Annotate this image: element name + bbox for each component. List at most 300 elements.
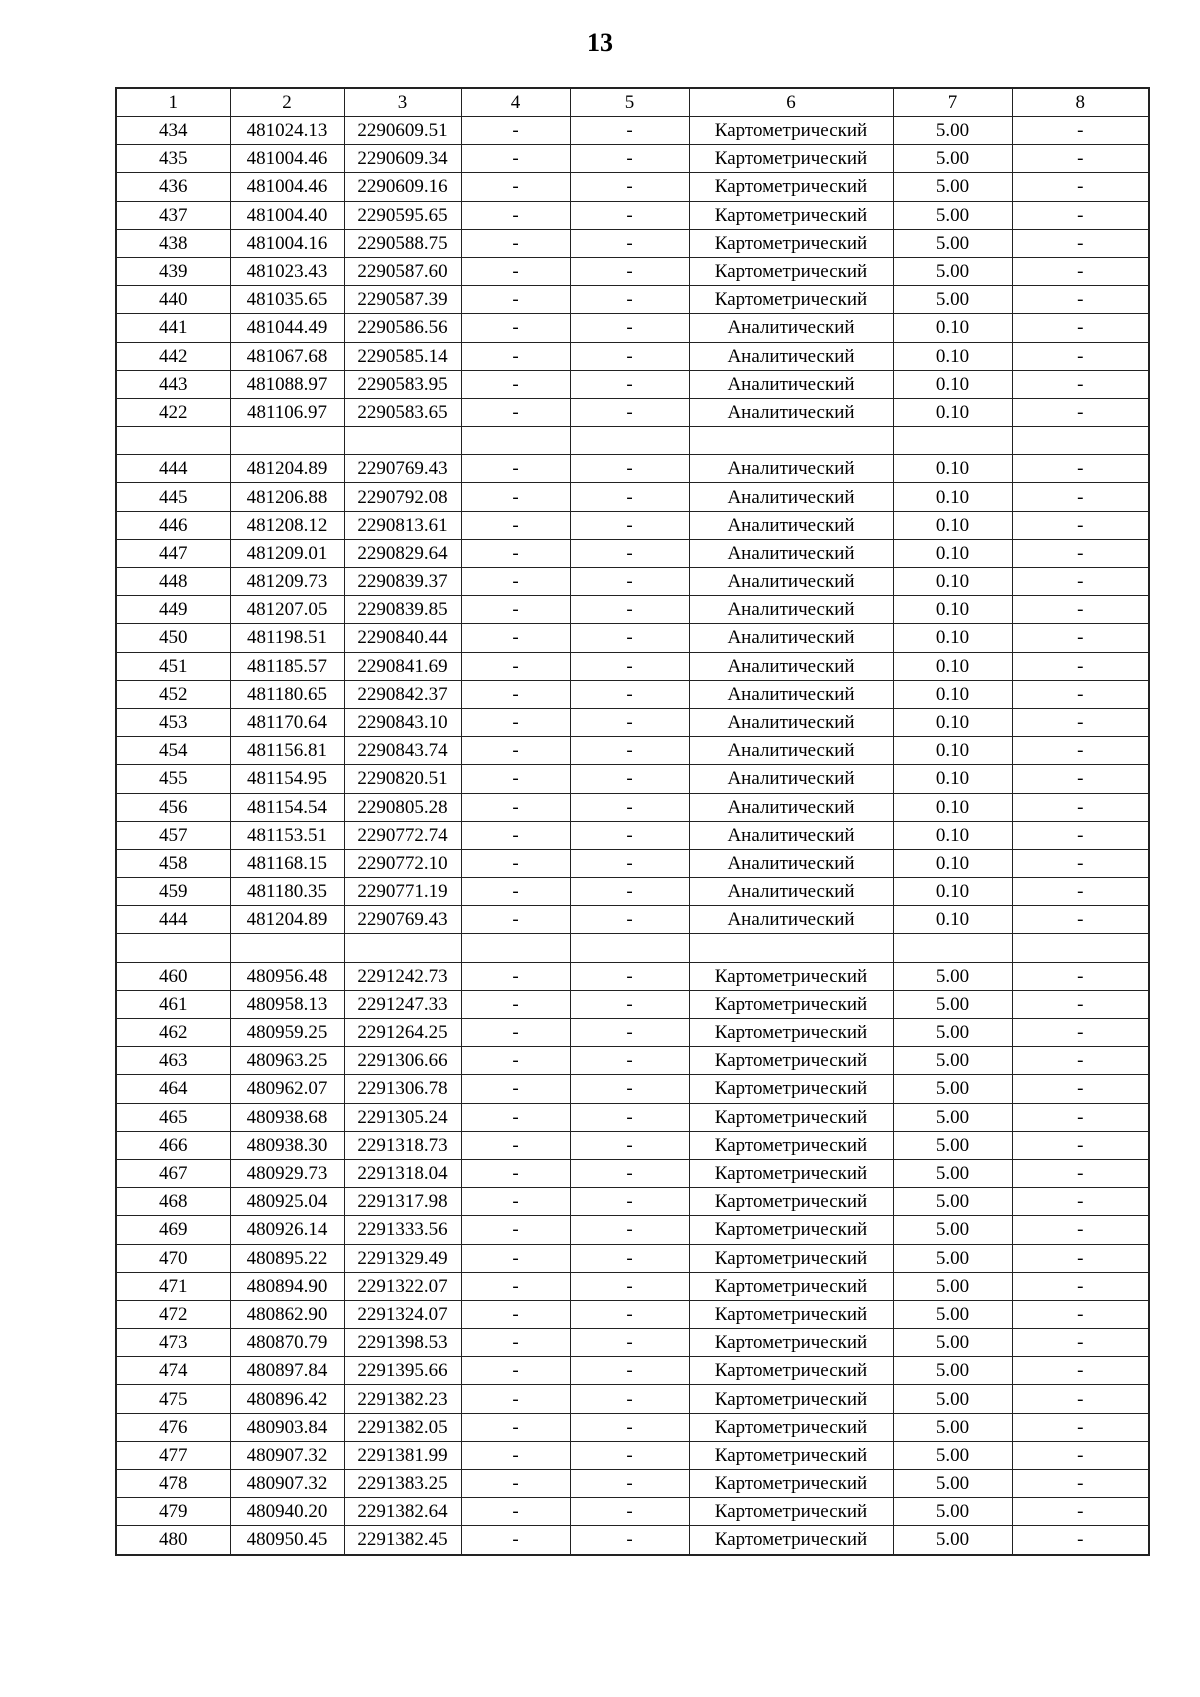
table-cell: Картометрический: [689, 173, 893, 201]
table-cell: [1012, 427, 1149, 455]
table-cell: -: [570, 1159, 689, 1187]
table-cell: 481185.57: [230, 652, 344, 680]
table-cell: -: [1012, 117, 1149, 145]
table-cell: -: [1012, 1357, 1149, 1385]
table-cell: 476: [116, 1413, 230, 1441]
table-cell: 481154.95: [230, 765, 344, 793]
table-cell: 2290769.43: [344, 906, 461, 934]
table-cell: -: [461, 539, 570, 567]
table-cell: -: [461, 1498, 570, 1526]
table-cell: 464: [116, 1075, 230, 1103]
table-row: [116, 1188, 1149, 1216]
table-cell: -: [570, 398, 689, 426]
table-cell: Аналитический: [689, 398, 893, 426]
table-cell: -: [461, 1300, 570, 1328]
table-cell: [230, 934, 344, 962]
table-cell: -: [461, 455, 570, 483]
table-cell: -: [1012, 849, 1149, 877]
table-cell: 480907.32: [230, 1441, 344, 1469]
table-cell: -: [570, 483, 689, 511]
table-cell: 2290587.60: [344, 257, 461, 285]
table-cell: 439: [116, 257, 230, 285]
table-row: [116, 708, 1149, 736]
table-cell: 443: [116, 370, 230, 398]
table-cell: 0.10: [893, 680, 1012, 708]
table-cell: -: [570, 624, 689, 652]
table-cell: 450: [116, 624, 230, 652]
table-cell: 2290583.65: [344, 398, 461, 426]
table-cell: Картометрический: [689, 1441, 893, 1469]
table-cell: 5.00: [893, 1498, 1012, 1526]
table-cell: -: [1012, 878, 1149, 906]
table-cell: 0.10: [893, 737, 1012, 765]
table-cell: -: [461, 1470, 570, 1498]
table-cell: [461, 934, 570, 962]
table-row: [116, 1103, 1149, 1131]
table-cell: -: [461, 314, 570, 342]
table-cell: 438: [116, 229, 230, 257]
table-row: [116, 286, 1149, 314]
table-cell: -: [1012, 1272, 1149, 1300]
table-cell: -: [1012, 624, 1149, 652]
table-cell: 480962.07: [230, 1075, 344, 1103]
table-cell: -: [570, 1498, 689, 1526]
table-cell: [689, 427, 893, 455]
table-row: [116, 1357, 1149, 1385]
table-cell: -: [1012, 990, 1149, 1018]
table-row: [116, 1385, 1149, 1413]
column-header-3: 3: [344, 88, 461, 117]
table-cell: 0.10: [893, 793, 1012, 821]
table-cell: 5.00: [893, 1019, 1012, 1047]
table-row: [116, 1075, 1149, 1103]
table-row: [116, 793, 1149, 821]
column-header-5: 5: [570, 88, 689, 117]
table-cell: 467: [116, 1159, 230, 1187]
table-cell: 481024.13: [230, 117, 344, 145]
table-cell: 5.00: [893, 1526, 1012, 1555]
table-cell: -: [461, 370, 570, 398]
table-cell: 480925.04: [230, 1188, 344, 1216]
table-cell: -: [1012, 568, 1149, 596]
table-cell: -: [1012, 314, 1149, 342]
table-cell: 5.00: [893, 1244, 1012, 1272]
table-cell: 481004.46: [230, 173, 344, 201]
table-cell: 0.10: [893, 906, 1012, 934]
table-cell: 2290771.19: [344, 878, 461, 906]
table-cell: 474: [116, 1357, 230, 1385]
table-cell: 451: [116, 652, 230, 680]
table-cell: -: [461, 145, 570, 173]
table-cell: 440: [116, 286, 230, 314]
table-cell: Аналитический: [689, 624, 893, 652]
table-cell: 481023.43: [230, 257, 344, 285]
table-cell: 480895.22: [230, 1244, 344, 1272]
table-cell: 480959.25: [230, 1019, 344, 1047]
table-cell: Картометрический: [689, 990, 893, 1018]
table-cell: 462: [116, 1019, 230, 1047]
table-cell: Аналитический: [689, 342, 893, 370]
table-cell: 481067.68: [230, 342, 344, 370]
table-cell: -: [461, 962, 570, 990]
table-cell: -: [461, 483, 570, 511]
table-cell: 2291318.73: [344, 1131, 461, 1159]
table-cell: -: [1012, 455, 1149, 483]
table-cell: 0.10: [893, 596, 1012, 624]
table-cell: 481209.73: [230, 568, 344, 596]
table-cell: -: [570, 906, 689, 934]
table-cell: 0.10: [893, 314, 1012, 342]
table-cell: 2291324.07: [344, 1300, 461, 1328]
table-cell: 481153.51: [230, 821, 344, 849]
table-row: [116, 1272, 1149, 1300]
table-cell: 2290587.39: [344, 286, 461, 314]
table-cell: -: [570, 229, 689, 257]
table-cell: -: [570, 173, 689, 201]
table-row: [116, 1019, 1149, 1047]
table-cell: 0.10: [893, 624, 1012, 652]
table-cell: 5.00: [893, 173, 1012, 201]
table-cell: 480870.79: [230, 1329, 344, 1357]
table-cell: 2291382.23: [344, 1385, 461, 1413]
table-cell: 2291395.66: [344, 1357, 461, 1385]
table-row: [116, 1131, 1149, 1159]
table-cell: 5.00: [893, 1216, 1012, 1244]
table-cell: Аналитический: [689, 737, 893, 765]
table-cell: -: [570, 370, 689, 398]
table-cell: 2291322.07: [344, 1272, 461, 1300]
table-cell: 2290839.37: [344, 568, 461, 596]
table-cell: 444: [116, 906, 230, 934]
table-cell: Аналитический: [689, 906, 893, 934]
table-cell: 479: [116, 1498, 230, 1526]
table-cell: 481208.12: [230, 511, 344, 539]
table-row: [116, 342, 1149, 370]
table-cell: -: [1012, 511, 1149, 539]
table-cell: -: [461, 652, 570, 680]
table-cell: -: [1012, 1216, 1149, 1244]
table-cell: -: [570, 1188, 689, 1216]
table-cell: 2290609.51: [344, 117, 461, 145]
table-cell: Картометрический: [689, 1075, 893, 1103]
column-header-2: 2: [230, 88, 344, 117]
table-cell: 481180.35: [230, 878, 344, 906]
table-cell: 2291382.45: [344, 1526, 461, 1555]
table-cell: -: [570, 257, 689, 285]
table-cell: 0.10: [893, 511, 1012, 539]
table-cell: Картометрический: [689, 1216, 893, 1244]
table-row: [116, 1526, 1149, 1555]
table-cell: [116, 934, 230, 962]
table-cell: 5.00: [893, 1470, 1012, 1498]
table-cell: 444: [116, 455, 230, 483]
table-row: [116, 1413, 1149, 1441]
table-cell: 448: [116, 568, 230, 596]
table-cell: -: [461, 1413, 570, 1441]
table-cell: -: [570, 568, 689, 596]
table-cell: 0.10: [893, 370, 1012, 398]
table-cell: 2290841.69: [344, 652, 461, 680]
table-cell: 481035.65: [230, 286, 344, 314]
table-cell: -: [570, 878, 689, 906]
table-cell: -: [570, 765, 689, 793]
table-cell: 0.10: [893, 398, 1012, 426]
table-cell: 480938.30: [230, 1131, 344, 1159]
table-cell: -: [1012, 793, 1149, 821]
table-cell: 2290772.74: [344, 821, 461, 849]
table-cell: 0.10: [893, 568, 1012, 596]
table-cell: -: [461, 568, 570, 596]
table-cell: 2291382.64: [344, 1498, 461, 1526]
table-cell: [1012, 934, 1149, 962]
table-row: [116, 173, 1149, 201]
table-cell: [570, 427, 689, 455]
table-cell: -: [461, 1159, 570, 1187]
table-cell: 2290843.74: [344, 737, 461, 765]
table-cell: Аналитический: [689, 878, 893, 906]
table-cell: 0.10: [893, 539, 1012, 567]
table-cell: 5.00: [893, 1075, 1012, 1103]
table-row: [116, 1047, 1149, 1075]
table-cell: 480940.20: [230, 1498, 344, 1526]
table-cell: 2290840.44: [344, 624, 461, 652]
table-cell: -: [1012, 1413, 1149, 1441]
table-cell: 0.10: [893, 765, 1012, 793]
table-cell: -: [1012, 906, 1149, 934]
table-cell: 481209.01: [230, 539, 344, 567]
table-row: [116, 1244, 1149, 1272]
table-cell: 463: [116, 1047, 230, 1075]
table-cell: 441: [116, 314, 230, 342]
table-cell: -: [1012, 539, 1149, 567]
table-cell: 2290772.10: [344, 849, 461, 877]
table-cell: -: [461, 398, 570, 426]
table-cell: -: [461, 680, 570, 708]
table-cell: -: [570, 708, 689, 736]
table-cell: 460: [116, 962, 230, 990]
table-cell: 457: [116, 821, 230, 849]
table-cell: -: [1012, 1047, 1149, 1075]
table-row: [116, 1300, 1149, 1328]
table-cell: Аналитический: [689, 483, 893, 511]
table-cell: -: [461, 1441, 570, 1469]
table-cell: -: [1012, 1470, 1149, 1498]
table-cell: Картометрический: [689, 1131, 893, 1159]
table-cell: Картометрический: [689, 1159, 893, 1187]
table-cell: Аналитический: [689, 314, 893, 342]
table-cell: 2290820.51: [344, 765, 461, 793]
table-cell: 0.10: [893, 455, 1012, 483]
table-cell: 2290609.16: [344, 173, 461, 201]
table-cell: 480907.32: [230, 1470, 344, 1498]
table-cell: -: [461, 1526, 570, 1555]
table-row: [116, 117, 1149, 145]
table-cell: -: [570, 990, 689, 1018]
table-cell: 5.00: [893, 1131, 1012, 1159]
table-cell: -: [570, 849, 689, 877]
table-cell: 5.00: [893, 990, 1012, 1018]
table-cell: 2290813.61: [344, 511, 461, 539]
table-cell: 480926.14: [230, 1216, 344, 1244]
table-cell: 5.00: [893, 117, 1012, 145]
table-cell: -: [570, 1357, 689, 1385]
table-cell: 480956.48: [230, 962, 344, 990]
table-cell: -: [570, 1329, 689, 1357]
table-cell: 459: [116, 878, 230, 906]
table-cell: -: [1012, 962, 1149, 990]
table-cell: Аналитический: [689, 680, 893, 708]
table-cell: 2291398.53: [344, 1329, 461, 1357]
table-cell: Аналитический: [689, 568, 893, 596]
table-cell: Картометрический: [689, 117, 893, 145]
table-row: [116, 229, 1149, 257]
table-row: [116, 990, 1149, 1018]
table-cell: Картометрический: [689, 1357, 893, 1385]
table-cell: 0.10: [893, 821, 1012, 849]
table-cell: Картометрический: [689, 1413, 893, 1441]
column-header-7: 7: [893, 88, 1012, 117]
table-row: [116, 906, 1149, 934]
table-cell: -: [1012, 201, 1149, 229]
table-cell: -: [570, 1131, 689, 1159]
table-cell: 0.10: [893, 708, 1012, 736]
table-cell: -: [570, 652, 689, 680]
table-cell: 480938.68: [230, 1103, 344, 1131]
table-cell: -: [461, 849, 570, 877]
table-cell: 449: [116, 596, 230, 624]
table-cell: 5.00: [893, 1188, 1012, 1216]
table-cell: 480862.90: [230, 1300, 344, 1328]
table-header-row: [116, 88, 1149, 117]
table-cell: -: [1012, 1526, 1149, 1555]
table-cell: 480958.13: [230, 990, 344, 1018]
table-cell: -: [461, 257, 570, 285]
table-cell: -: [1012, 652, 1149, 680]
table-cell: -: [1012, 1300, 1149, 1328]
table-cell: -: [461, 765, 570, 793]
table-cell: -: [570, 1019, 689, 1047]
table-cell: 481004.16: [230, 229, 344, 257]
table-row: [116, 821, 1149, 849]
table-cell: 481154.54: [230, 793, 344, 821]
table-cell: -: [461, 624, 570, 652]
table-cell: [570, 934, 689, 962]
table-cell: -: [461, 1019, 570, 1047]
table-cell: [461, 427, 570, 455]
table-cell: -: [1012, 1329, 1149, 1357]
table-cell: -: [570, 737, 689, 765]
table-cell: 437: [116, 201, 230, 229]
table-cell: -: [461, 878, 570, 906]
table-cell: 481170.64: [230, 708, 344, 736]
table-cell: 445: [116, 483, 230, 511]
table-cell: -: [461, 286, 570, 314]
table-cell: 436: [116, 173, 230, 201]
table-cell: -: [461, 708, 570, 736]
table-cell: -: [461, 793, 570, 821]
table-cell: -: [1012, 1385, 1149, 1413]
table-cell: -: [570, 1385, 689, 1413]
table-cell: Картометрический: [689, 1329, 893, 1357]
table-cell: 2291305.24: [344, 1103, 461, 1131]
table-cell: -: [461, 1047, 570, 1075]
table-cell: 472: [116, 1300, 230, 1328]
table-cell: 0.10: [893, 849, 1012, 877]
table-cell: [893, 427, 1012, 455]
table-cell: Аналитический: [689, 455, 893, 483]
table-cell: 471: [116, 1272, 230, 1300]
table-cell: 468: [116, 1188, 230, 1216]
table-cell: 2291329.49: [344, 1244, 461, 1272]
table-row: [116, 652, 1149, 680]
table-cell: 2290769.43: [344, 455, 461, 483]
table-row: [116, 201, 1149, 229]
table-cell: 480963.25: [230, 1047, 344, 1075]
table-cell: -: [461, 229, 570, 257]
table-cell: 477: [116, 1441, 230, 1469]
table-cell: 2291306.78: [344, 1075, 461, 1103]
table-cell: [116, 427, 230, 455]
table-cell: -: [1012, 1103, 1149, 1131]
table-cell: -: [570, 145, 689, 173]
table-cell: Аналитический: [689, 708, 893, 736]
table-cell: 480894.90: [230, 1272, 344, 1300]
table-cell: -: [1012, 765, 1149, 793]
table-cell: -: [1012, 1159, 1149, 1187]
table-cell: -: [1012, 1131, 1149, 1159]
table-cell: 475: [116, 1385, 230, 1413]
table-cell: -: [570, 962, 689, 990]
table-cell: -: [461, 1244, 570, 1272]
table-cell: -: [1012, 1498, 1149, 1526]
separator-row: [116, 934, 1149, 962]
table-row: [116, 737, 1149, 765]
table-cell: 447: [116, 539, 230, 567]
table-cell: 5.00: [893, 1357, 1012, 1385]
table-cell: 446: [116, 511, 230, 539]
table-cell: 2291306.66: [344, 1047, 461, 1075]
table-cell: 5.00: [893, 1413, 1012, 1441]
table-cell: -: [570, 511, 689, 539]
table-row: [116, 1159, 1149, 1187]
table-cell: -: [461, 1216, 570, 1244]
table-cell: 480950.45: [230, 1526, 344, 1555]
table-cell: 481168.15: [230, 849, 344, 877]
table-cell: -: [461, 117, 570, 145]
table-cell: -: [570, 680, 689, 708]
table-cell: 442: [116, 342, 230, 370]
table-row: [116, 483, 1149, 511]
table-cell: 2290792.08: [344, 483, 461, 511]
table-row: [116, 1216, 1149, 1244]
table-cell: 481207.05: [230, 596, 344, 624]
table-cell: 0.10: [893, 483, 1012, 511]
table-row: [116, 765, 1149, 793]
table-cell: Картометрический: [689, 1103, 893, 1131]
table-cell: 5.00: [893, 1047, 1012, 1075]
table-cell: -: [461, 906, 570, 934]
table-row: [116, 962, 1149, 990]
table-cell: [344, 427, 461, 455]
table-row: [116, 624, 1149, 652]
table-cell: 2290839.85: [344, 596, 461, 624]
table-cell: -: [570, 1272, 689, 1300]
table-cell: -: [1012, 483, 1149, 511]
table-cell: 481088.97: [230, 370, 344, 398]
table-row: [116, 596, 1149, 624]
table-cell: 5.00: [893, 1441, 1012, 1469]
table-row: [116, 1329, 1149, 1357]
